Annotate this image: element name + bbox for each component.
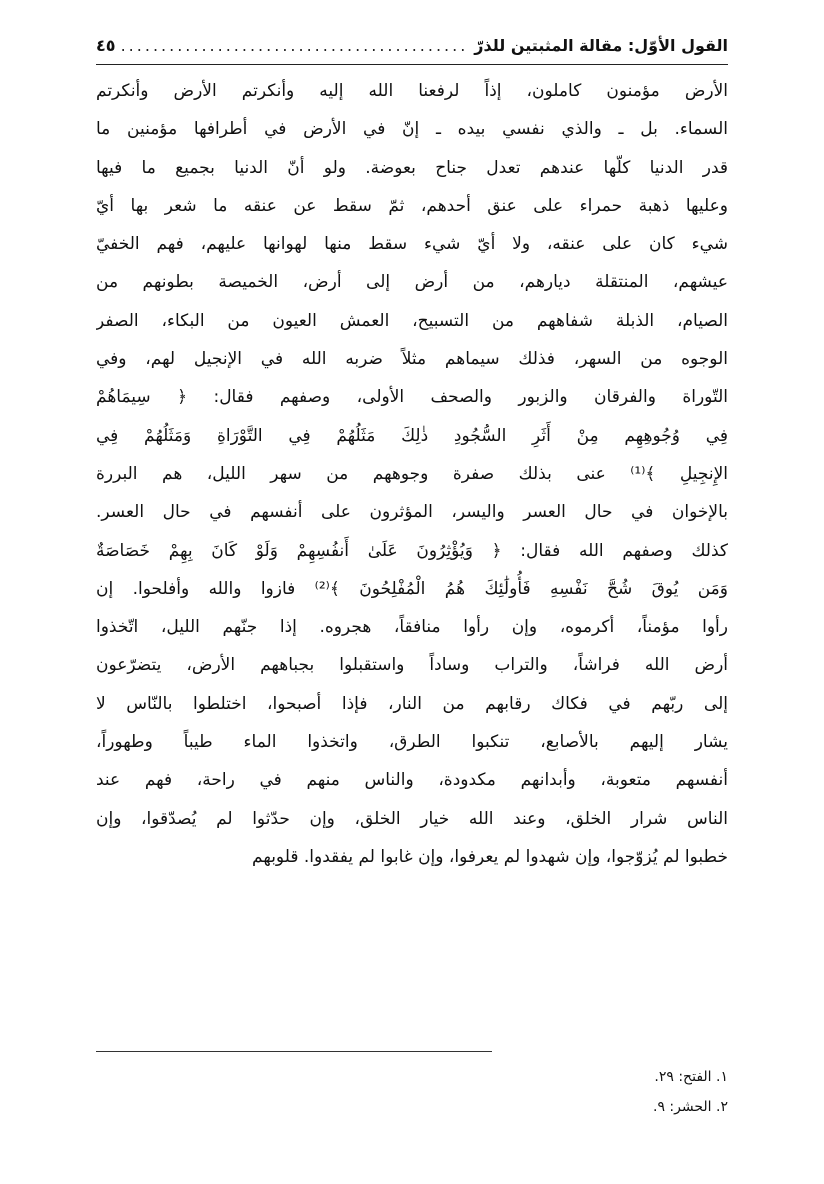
- text-line: قدر الدنيا كلّها عندهم تعدل جناح بعوضة. ولو أنّ الدنيا بجميع ما فيها: [96, 157, 728, 178]
- text-line: وعليها ذهبة حمراء على عنق أحدهم، ثمّ سقط عن عنقه ما شعر بها أيّ: [96, 195, 728, 216]
- quran-verse-line: وَمَن يُوقَ شُحَّ نَفْسِهِ فَأُولَٰئِكَ هُمُ الْمُفْلِحُونَ ﴾⁽²⁾ فازوا والله وأفلحوا. إن: [96, 578, 728, 599]
- text-line: الإِنجِيلِ ﴾⁽¹⁾ عنى بذلك صفرة وجوههم من سهر الليل، هم البررة: [96, 463, 728, 484]
- text-line: إلى ربّهم في فكاك رقابهم من النار، فإذا أصبحوا، اختلطوا بالنّاس لا: [96, 693, 728, 714]
- text-line: أرض الله فراشاً، والتراب وساداً واستقبلوا بجباههم الأرض، يتضرّعون: [96, 655, 728, 676]
- text-line: كذلك وصفهم الله فقال: ﴿ وَيُؤْثِرُونَ عَلَىٰ أَنفُسِهِمْ وَلَوْ كَانَ بِهِمْ خَصَاصَةٌ: [96, 540, 728, 561]
- quran-verse-line: فِي وُجُوهِهِم مِنْ أَثَرِ السُّجُودِ ذٰلِكَ مَثَلُهُمْ فِي التَّوْرَاةِ وَمَثَلُهُمْ فِي: [96, 425, 728, 446]
- footnote-2: ٢. الحشر: ٩.: [653, 1099, 728, 1115]
- text-line: الناس شرار الخلق، وعند الله خيار الخلق، وإن حدّثوا لم يُصدّقوا، وإن: [96, 808, 728, 829]
- footnotes: [96, 1062, 728, 1122]
- footnote-1: ١. الفتح: ٢٩.: [654, 1069, 728, 1085]
- header-divider: [96, 64, 728, 65]
- text-line: عيشهم، المنتقلة ديارهم، من أرض إلى أرض، الخميصة بطونهم من: [96, 272, 728, 293]
- text-line: رأوا مؤمناً، أكرموه، وإن رأوا منافقاً، هجروه. إذا جنّهم الليل، اتّخذوا: [96, 617, 728, 638]
- running-header: [96, 30, 728, 60]
- text-line: خطبوا لم يُزوّجوا، وإن شهدوا لم يعرفوا، وإن غابوا لم يفقدوا. قلوبهم: [252, 846, 728, 867]
- running-title: القول الأوّل: مقالة المثبتين للذرّ: [474, 35, 728, 55]
- text-line: الأرض مؤمنون كاملون، إذاً لرفعنا الله إليه وأنكرتم الأرض وأنكرتم: [96, 81, 728, 101]
- text-line: يشار إليهم بالأصابع، تنكبوا الطرق، واتخذوا الماء طيباً وطهوراً،: [96, 732, 728, 753]
- page-number: ٤٥: [96, 35, 116, 55]
- text-line: شيء كان على عنقه، ولا أيّ شيء سقط منها لهوانها عليهم، فهم الخفيّ: [96, 234, 728, 255]
- text-line: السماء. بل ـ والذي نفسي بيده ـ إنّ في الأرض في أطرافها مؤمنين ما: [96, 119, 728, 140]
- text-line: الوجوه من السهر، فذلك سيماهم مثلاً ضربه الله في الإنجيل لهم، وفي: [96, 349, 728, 370]
- text-line: أنفسهم متعوبة، وأبدانهم مكدودة، والناس منهم في راحة، فهم عند: [96, 770, 728, 791]
- footnote-divider: [96, 1051, 492, 1052]
- text-line: بالإخوان في حال العسر واليسر، المؤثرون على أنفسهم في حال العسر.: [96, 502, 728, 523]
- text-line: التّوراة والفرقان والزبور والصحف الأولى، وصفهم فقال: ﴿ سِيمَاهُمْ: [96, 387, 728, 408]
- text-line: الصيام، الذبلة شفاههم من التسبيح، العمش العيون من البكاء، الصفر: [96, 310, 728, 331]
- main-text: [96, 72, 728, 876]
- leader-dots: ...........................................: [120, 35, 469, 55]
